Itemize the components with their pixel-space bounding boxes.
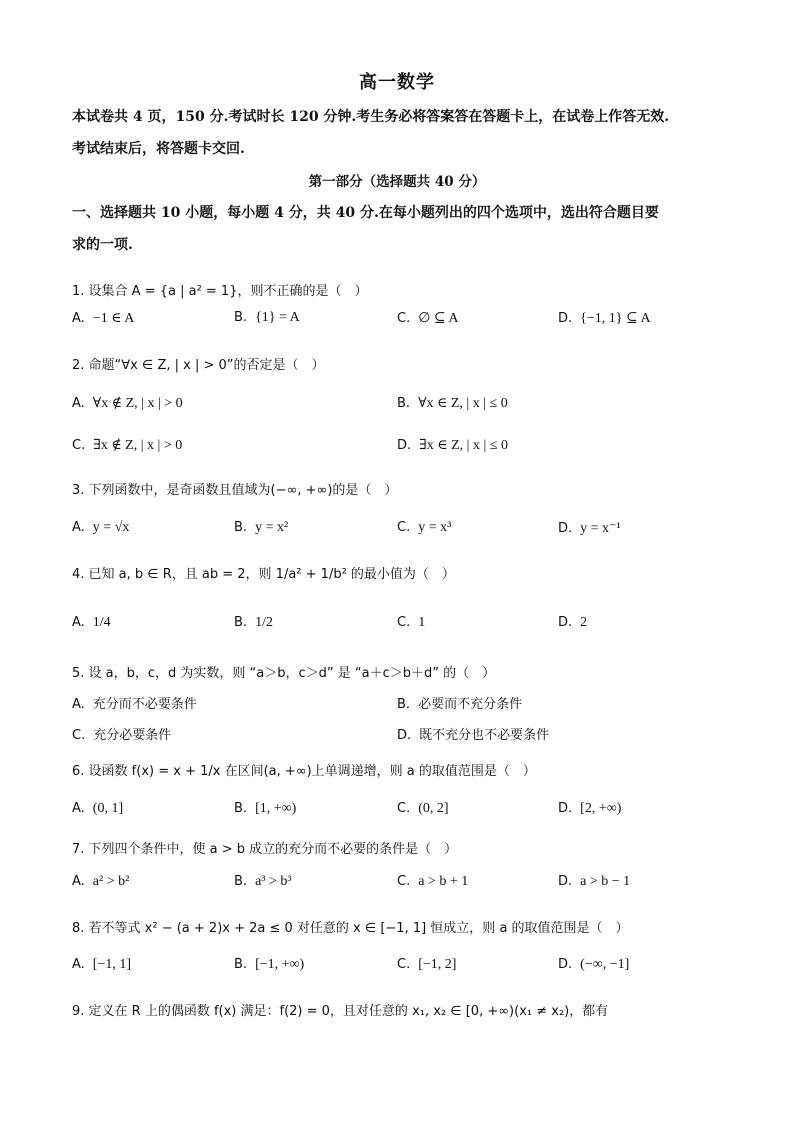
question-4-option-c: C. 1 — [397, 615, 426, 630]
question-2-option-d: D. ∃x ∈ Z, | x | ≤ 0 — [397, 438, 508, 453]
question-4-option-d: D. 2 — [558, 615, 588, 630]
question-8-option-d: D. (−∞, −1] — [558, 957, 630, 972]
part-heading: 第一部分（选择题共 40 分） — [308, 174, 486, 190]
question-1-stem: 1. 设集合 A = {a | a² = 1}，则不正确的是（ ） — [72, 284, 368, 299]
question-8-option-a: A. [−1, 1] — [72, 957, 132, 972]
question-6-option-c: C. (0, 2] — [397, 801, 449, 816]
question-8-stem: 8. 若不等式 x² − (a + 2)x + 2a ≤ 0 对任意的 x ∈ [−1, 1] 恒成立，则 a 的取值范围是（ ） — [72, 921, 629, 936]
question-7-option-b: B. a³ > b³ — [234, 874, 292, 889]
intro-line-1: 本试卷共 4 页，150 分.考试时长 120 分钟.考生务必将答案答在答题卡上，在试卷上作答无效. — [72, 109, 670, 125]
intro-line-2: 考试结束后，将答题卡交回. — [72, 141, 245, 157]
question-5-stem: 5. 设 a，b，c，d 为实数，则 “a＞b，c＞d” 是 “a＋c＞b＋d” 的（ ） — [72, 666, 496, 681]
question-1-option-c: C. ∅ ⊆ A — [397, 311, 459, 326]
question-6-option-b: B. [1, +∞) — [234, 801, 297, 816]
question-6-option-d: D. [2, +∞) — [558, 801, 622, 816]
question-6-option-a: A. (0, 1] — [72, 801, 124, 816]
question-7-option-d: D. a > b − 1 — [558, 874, 631, 889]
question-3-stem: 3. 下列函数中，是奇函数且值域为(−∞, +∞)的是（ ） — [72, 483, 398, 498]
question-4-option-a: A. 1/4 — [72, 615, 111, 630]
question-2-option-b: B. ∀x ∈ Z, | x | ≤ 0 — [397, 396, 508, 411]
question-7-option-a: A. a² > b² — [72, 874, 130, 889]
question-3-option-d: D. y = x⁻¹ — [558, 521, 621, 536]
question-2-stem: 2. 命题“∀x ∈ Z, | x | > 0”的否定是（ ） — [72, 358, 325, 373]
question-5-option-b: B. 必要而不充分条件 — [397, 697, 523, 712]
question-7-stem: 7. 下列四个条件中，使 a > b 成立的充分而不必要的条件是（ ） — [72, 842, 458, 857]
question-1-option-b: B. {1} = A — [234, 310, 300, 325]
question-2-option-c: C. ∃x ∉ Z, | x | > 0 — [72, 438, 183, 453]
question-1-option-d: D. {−1, 1} ⊆ A — [558, 311, 651, 326]
question-3-option-a: A. y = √x — [72, 520, 130, 535]
question-9-stem: 9. 定义在 R 上的偶函数 f(x) 满足：f(2) = 0，且对任意的 x₁, x₂ ∈ [0, +∞)(x₁ ≠ x₂)，都有 — [72, 1004, 609, 1019]
section-heading-line-2: 求的一项. — [72, 237, 133, 253]
question-1-option-a: A. −1 ∈ A — [72, 311, 135, 326]
question-6-stem: 6. 设函数 f(x) = x + 1/x 在区间(a, +∞)上单调递增，则 a 的取值范围是（ ） — [72, 764, 536, 779]
question-3-option-c: C. y = x³ — [397, 520, 452, 535]
question-3-option-b: B. y = x² — [234, 520, 289, 535]
question-8-option-b: B. [−1, +∞) — [234, 957, 305, 972]
question-4-stem: 4. 已知 a, b ∈ R，且 ab = 2，则 1/a² + 1/b² 的最小值为（ ） — [72, 567, 455, 582]
question-7-option-c: C. a > b + 1 — [397, 874, 469, 889]
question-5-option-d: D. 既不充分也不必要条件 — [397, 728, 550, 743]
question-5-option-a: A. 充分而不必要条件 — [72, 697, 197, 712]
question-5-option-c: C. 充分必要条件 — [72, 728, 172, 743]
question-2-option-a: A. ∀x ∉ Z, | x | > 0 — [72, 396, 183, 411]
section-heading-line-1: 一、选择题共 10 小题，每小题 4 分，共 40 分.在每小题列出的四个选项中，选出符合题目要 — [72, 205, 659, 221]
question-8-option-c: C. [−1, 2] — [397, 957, 457, 972]
question-4-option-b: B. 1/2 — [234, 615, 273, 630]
page-title: 高一数学 — [359, 72, 435, 93]
